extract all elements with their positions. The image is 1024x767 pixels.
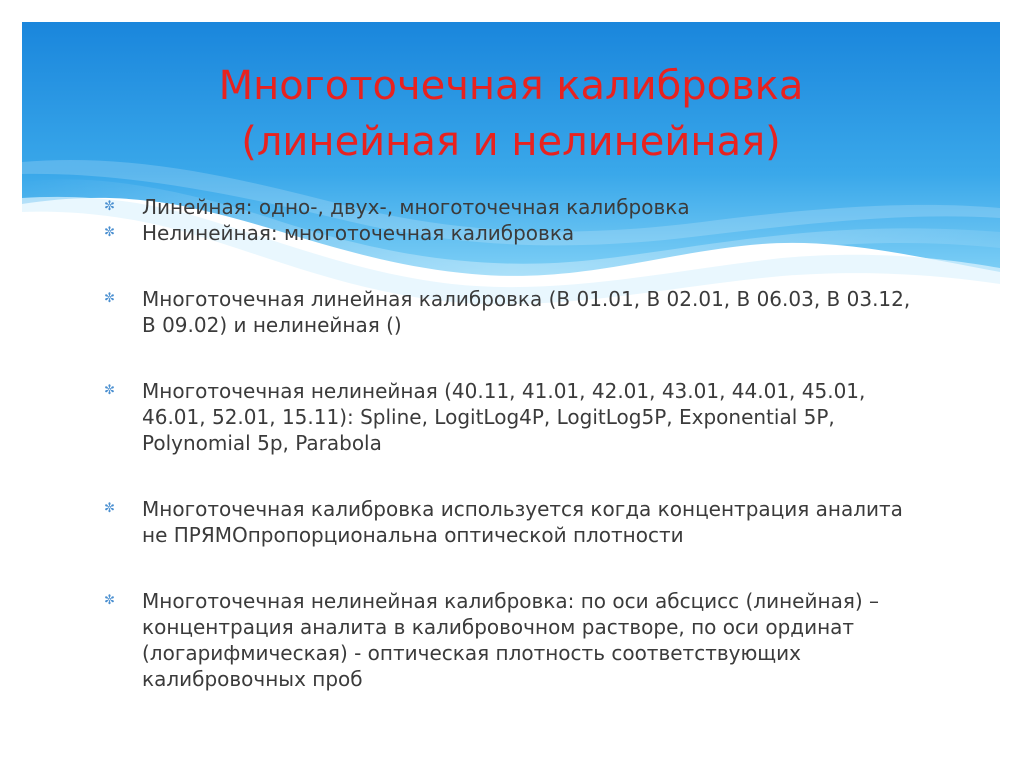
bullet-list — [104, 194, 924, 692]
list-item — [104, 378, 924, 456]
bullet-icon: ✼ — [104, 593, 115, 608]
list-item-text: Многоточечная калибровка используется когда концентрация аналита не ПРЯМОпропорциональна оптической плотности — [142, 497, 903, 547]
spacer — [104, 338, 924, 378]
bullet-icon: ✼ — [104, 383, 115, 398]
slide-title — [22, 58, 1000, 170]
spacer — [104, 548, 924, 588]
slide — [22, 22, 1000, 760]
list-item — [104, 194, 924, 220]
bullet-icon: ✼ — [104, 199, 115, 214]
list-item — [104, 588, 924, 692]
title-line-2: (линейная и нелинейная) — [241, 119, 781, 165]
list-item-text: Многоточечная линейная калибровка (В 01.01, В 02.01, В 06.03, В 03.12, В 09.02) и нелинейная () — [142, 287, 911, 337]
bullet-icon: ✼ — [104, 225, 115, 240]
bullet-icon: ✼ — [104, 291, 115, 306]
spacer — [104, 456, 924, 496]
list-item — [104, 496, 924, 548]
title-line-1: Многоточечная калибровка — [218, 63, 804, 109]
list-item-text: Нелинейная: многоточечная калибровка — [142, 221, 575, 245]
bullet-icon: ✼ — [104, 501, 115, 516]
list-item — [104, 286, 924, 338]
spacer — [104, 246, 924, 286]
list-item-text: Линейная: одно-, двух-, многоточечная калибровка — [142, 195, 690, 219]
list-item-text: Многоточечная нелинейная калибровка: по оси абсцисс (линейная) – концентрация аналита в калибровочном растворе, по оси ординат (логарифмическая) - оптическая плотность соответствующих калибровочных проб — [142, 589, 880, 691]
list-item — [104, 220, 924, 246]
list-item-text: Многоточечная нелинейная (40.11, 41.01, 42.01, 43.01, 44.01, 45.01, 46.01, 52.01, 15.11): Spline, LogitLog4P, LogitLog5P, Exponential 5P, Polynomial 5p, Parabola — [142, 379, 866, 455]
